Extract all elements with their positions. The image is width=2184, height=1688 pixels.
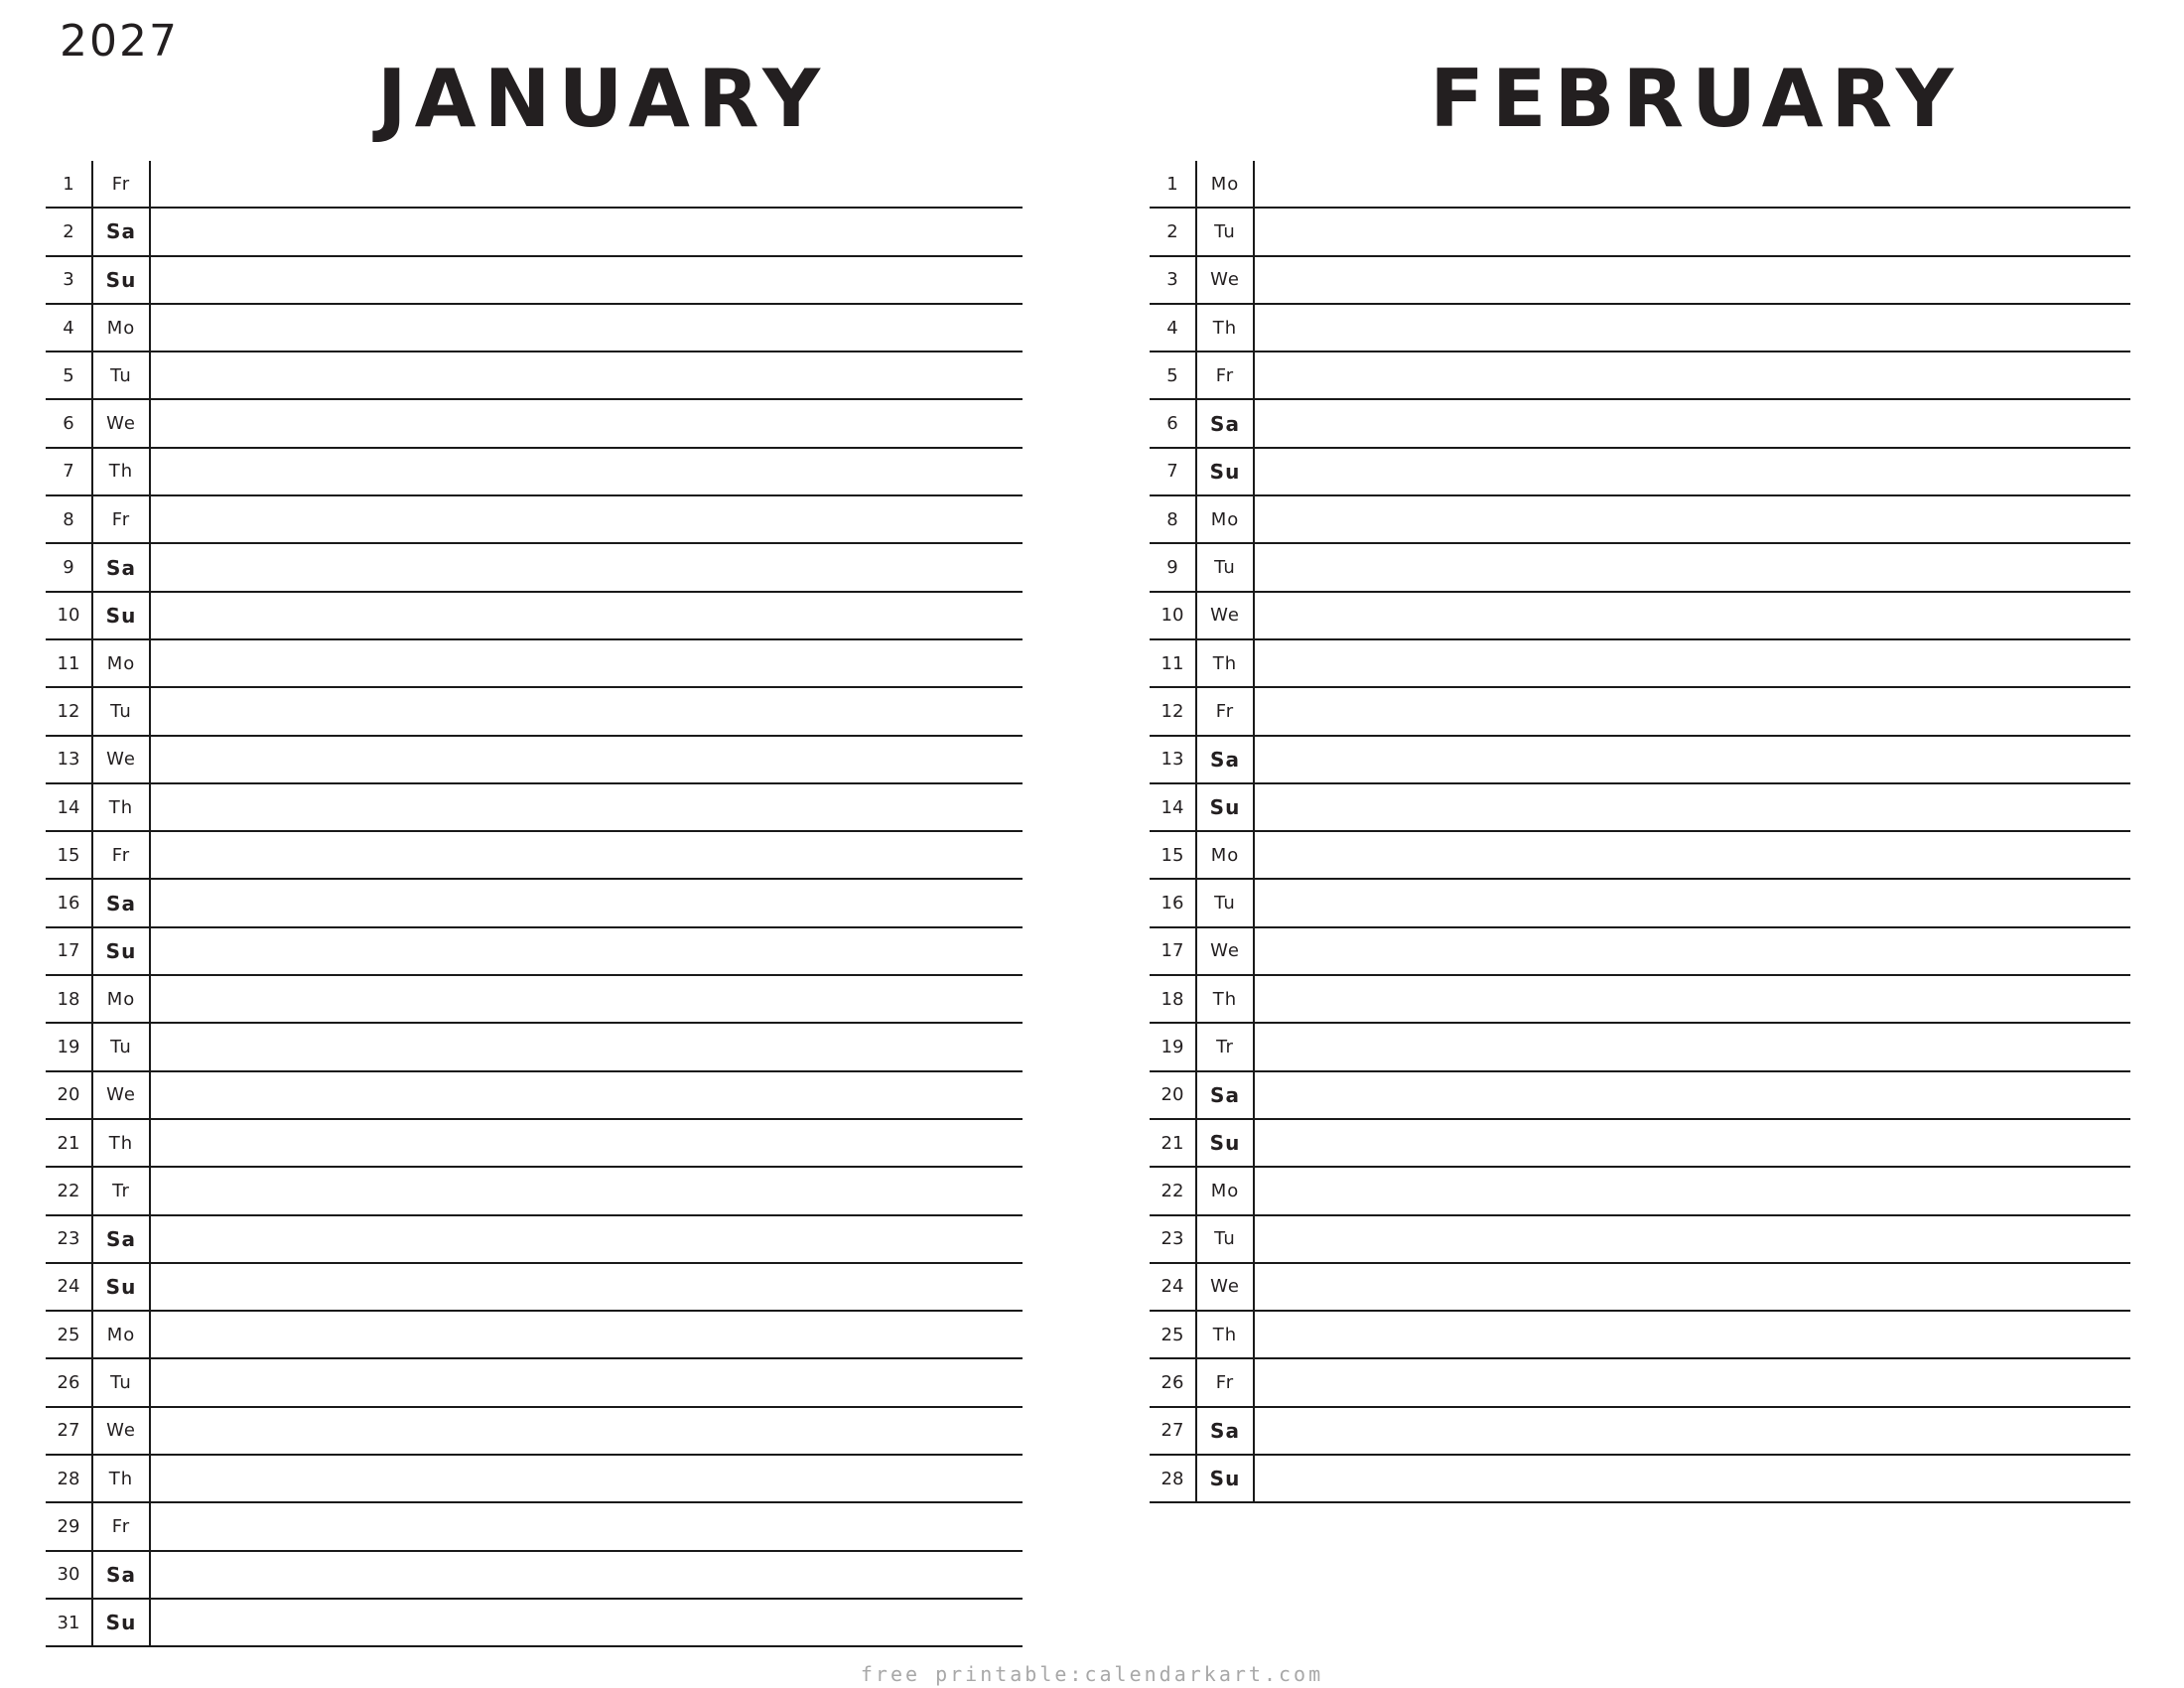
day-notes-area[interactable]	[151, 305, 1023, 351]
weekday-label: Tu	[1195, 1216, 1255, 1262]
january-planner	[46, 161, 1023, 1647]
day-row	[46, 209, 1023, 256]
day-notes-area[interactable]	[151, 976, 1023, 1022]
weekday-label: Su	[1195, 1456, 1255, 1501]
day-notes-area[interactable]	[1255, 305, 2130, 351]
day-row	[46, 1216, 1023, 1264]
weekday-label: Mo	[1195, 496, 1255, 542]
day-row	[1150, 209, 2130, 256]
day-row	[46, 1024, 1023, 1071]
weekday-label: Mo	[91, 1312, 151, 1357]
weekday-label: Su	[91, 1600, 151, 1645]
day-number: 6	[63, 413, 74, 435]
day-number: 7	[1166, 461, 1178, 483]
day-notes-area[interactable]	[151, 1264, 1023, 1310]
weekday-label: Th	[91, 784, 151, 830]
day-notes-area[interactable]	[151, 1024, 1023, 1069]
weekday-label: Fr	[1195, 688, 1255, 734]
day-number: 12	[1160, 700, 1184, 722]
weekday-label: Fr	[91, 161, 151, 207]
day-number: 21	[57, 1132, 80, 1154]
day-number: 15	[1160, 844, 1184, 866]
day-number: 22	[1160, 1180, 1184, 1201]
day-notes-area[interactable]	[151, 1408, 1023, 1454]
day-number: 21	[1160, 1132, 1184, 1154]
day-number: 16	[1160, 893, 1184, 914]
weekday-label: Tu	[1195, 544, 1255, 590]
weekday-label: We	[91, 400, 151, 446]
day-row	[46, 1408, 1023, 1456]
day-number: 14	[57, 796, 80, 818]
weekday-label: Sa	[91, 209, 151, 254]
day-notes-area[interactable]	[1255, 161, 2130, 207]
day-notes-area[interactable]	[1255, 1024, 2130, 1069]
day-row	[46, 1120, 1023, 1168]
day-number: 26	[1160, 1372, 1184, 1394]
day-number: 3	[1166, 269, 1178, 291]
day-number: 7	[63, 461, 74, 483]
day-notes-area[interactable]	[1255, 1120, 2130, 1166]
day-row	[1150, 352, 2130, 400]
day-number: 11	[1160, 652, 1184, 674]
day-number: 16	[57, 893, 80, 914]
day-notes-area[interactable]	[1255, 544, 2130, 590]
day-number: 2	[63, 220, 74, 242]
day-number: 25	[1160, 1324, 1184, 1345]
weekday-label: Mo	[91, 640, 151, 686]
day-number: 9	[63, 557, 74, 579]
day-row	[46, 1503, 1023, 1551]
weekday-label: Th	[91, 1120, 151, 1166]
day-row	[1150, 257, 2130, 305]
weekday-label: Th	[1195, 640, 1255, 686]
day-number: 20	[1160, 1084, 1184, 1106]
day-number: 18	[1160, 988, 1184, 1010]
day-notes-area[interactable]	[1255, 1408, 2130, 1454]
day-row	[1150, 1168, 2130, 1215]
day-number: 8	[63, 508, 74, 530]
weekday-label: Th	[91, 1456, 151, 1501]
weekday-label: Sa	[1195, 1408, 1255, 1454]
day-number: 2	[1166, 220, 1178, 242]
day-notes-area[interactable]	[151, 449, 1023, 494]
day-number: 13	[57, 749, 80, 771]
day-notes-area[interactable]	[151, 1600, 1023, 1645]
weekday-label: Fr	[1195, 352, 1255, 398]
day-row	[1150, 928, 2130, 976]
day-row	[1150, 1312, 2130, 1359]
day-row	[46, 784, 1023, 832]
weekday-label: Sa	[1195, 737, 1255, 782]
weekday-label: Su	[1195, 449, 1255, 494]
day-notes-area[interactable]	[151, 544, 1023, 590]
weekday-label: Fr	[1195, 1359, 1255, 1405]
day-number: 4	[1166, 317, 1178, 339]
day-notes-area[interactable]	[151, 737, 1023, 782]
day-row	[46, 688, 1023, 736]
day-row	[46, 976, 1023, 1024]
weekday-label: We	[1195, 593, 1255, 638]
day-row	[1150, 737, 2130, 784]
day-row	[46, 257, 1023, 305]
february-title: FEBRUARY	[1430, 53, 1962, 145]
day-number: 23	[1160, 1228, 1184, 1250]
weekday-label: We	[1195, 1264, 1255, 1310]
day-number: 19	[57, 1036, 80, 1057]
day-notes-area[interactable]	[1255, 976, 2130, 1022]
day-notes-area[interactable]	[151, 1168, 1023, 1213]
day-row	[46, 1456, 1023, 1503]
weekday-label: Tu	[91, 352, 151, 398]
day-number: 17	[57, 940, 80, 962]
day-notes-area[interactable]	[151, 1072, 1023, 1118]
day-number: 26	[57, 1372, 80, 1394]
weekday-label: We	[91, 737, 151, 782]
day-notes-area[interactable]	[1255, 1359, 2130, 1405]
weekday-label: Tu	[91, 1024, 151, 1069]
day-notes-area[interactable]	[1255, 209, 2130, 254]
day-notes-area[interactable]	[151, 1456, 1023, 1501]
day-number: 12	[57, 700, 80, 722]
day-row	[46, 737, 1023, 784]
day-row	[1150, 400, 2130, 448]
day-row	[46, 928, 1023, 976]
day-row	[46, 352, 1023, 400]
day-row	[46, 305, 1023, 352]
day-row	[1150, 976, 2130, 1024]
day-row	[1150, 784, 2130, 832]
day-row	[1150, 1408, 2130, 1456]
day-row	[1150, 593, 2130, 640]
day-notes-area[interactable]	[1255, 1072, 2130, 1118]
day-number: 1	[63, 173, 74, 195]
day-notes-area[interactable]	[1255, 449, 2130, 494]
day-row	[46, 400, 1023, 448]
day-number: 10	[1160, 605, 1184, 627]
day-row	[46, 1312, 1023, 1359]
year-label: 2027	[60, 16, 179, 67]
january-title: JANUARY	[376, 53, 829, 145]
day-number: 11	[57, 652, 80, 674]
day-notes-area[interactable]	[151, 1359, 1023, 1405]
weekday-label: Th	[91, 449, 151, 494]
day-notes-area[interactable]	[1255, 352, 2130, 398]
weekday-label: We	[91, 1408, 151, 1454]
day-number: 25	[57, 1324, 80, 1345]
day-row	[1150, 305, 2130, 352]
day-notes-area[interactable]	[1255, 257, 2130, 303]
weekday-label: Th	[1195, 976, 1255, 1022]
day-row	[1150, 1359, 2130, 1407]
day-row	[1150, 880, 2130, 927]
day-notes-area[interactable]	[1255, 496, 2130, 542]
day-notes-area[interactable]	[1255, 880, 2130, 925]
day-notes-area[interactable]	[151, 640, 1023, 686]
day-row	[1150, 832, 2130, 880]
day-number: 24	[57, 1276, 80, 1298]
day-notes-area[interactable]	[151, 1503, 1023, 1549]
february-planner	[1150, 161, 2130, 1503]
day-row	[46, 880, 1023, 927]
day-notes-area[interactable]	[151, 257, 1023, 303]
day-number: 22	[57, 1180, 80, 1201]
weekday-label: Sa	[1195, 1072, 1255, 1118]
day-row	[1150, 1264, 2130, 1312]
weekday-label: Tr	[91, 1168, 151, 1213]
day-number: 20	[57, 1084, 80, 1106]
day-notes-area[interactable]	[151, 928, 1023, 974]
weekday-label: Tu	[91, 688, 151, 734]
weekday-label: Mo	[1195, 161, 1255, 207]
weekday-label: Mo	[1195, 1168, 1255, 1213]
day-row	[1150, 496, 2130, 544]
day-notes-area[interactable]	[151, 400, 1023, 446]
day-notes-area[interactable]	[1255, 1168, 2130, 1213]
day-notes-area[interactable]	[151, 161, 1023, 207]
day-number: 8	[1166, 508, 1178, 530]
day-number: 5	[63, 364, 74, 386]
day-row	[46, 544, 1023, 592]
day-notes-area[interactable]	[151, 593, 1023, 638]
day-number: 28	[57, 1468, 80, 1489]
weekday-label: Su	[1195, 784, 1255, 830]
day-number: 31	[57, 1612, 80, 1633]
day-notes-area[interactable]	[1255, 640, 2130, 686]
weekday-label: Su	[1195, 1120, 1255, 1166]
weekday-label: Sa	[91, 1216, 151, 1262]
weekday-label: Fr	[91, 832, 151, 878]
day-number: 10	[57, 605, 80, 627]
day-row	[46, 1072, 1023, 1120]
day-notes-area[interactable]	[151, 209, 1023, 254]
day-row	[46, 640, 1023, 688]
day-notes-area[interactable]	[151, 1120, 1023, 1166]
weekday-label: Su	[91, 593, 151, 638]
day-notes-area[interactable]	[1255, 1216, 2130, 1262]
weekday-label: Tu	[1195, 880, 1255, 925]
day-notes-area[interactable]	[1255, 737, 2130, 782]
day-row	[1150, 1072, 2130, 1120]
day-row	[46, 1600, 1023, 1647]
day-notes-area[interactable]	[1255, 1456, 2130, 1501]
weekday-label: Sa	[91, 880, 151, 925]
day-number: 28	[1160, 1468, 1184, 1489]
day-notes-area[interactable]	[151, 832, 1023, 878]
weekday-label: Sa	[91, 544, 151, 590]
weekday-label: Su	[91, 257, 151, 303]
day-row	[1150, 1216, 2130, 1264]
day-number: 13	[1160, 749, 1184, 771]
day-number: 27	[57, 1420, 80, 1442]
day-notes-area[interactable]	[151, 784, 1023, 830]
day-notes-area[interactable]	[151, 880, 1023, 925]
day-number: 3	[63, 269, 74, 291]
day-notes-area[interactable]	[151, 688, 1023, 734]
weekday-label: Sa	[91, 1552, 151, 1598]
day-notes-area[interactable]	[1255, 593, 2130, 638]
day-row	[1150, 544, 2130, 592]
weekday-label: Th	[1195, 1312, 1255, 1357]
day-row	[1150, 640, 2130, 688]
day-number: 4	[63, 317, 74, 339]
day-number: 29	[57, 1515, 80, 1537]
day-number: 18	[57, 988, 80, 1010]
day-number: 15	[57, 844, 80, 866]
day-number: 9	[1166, 557, 1178, 579]
day-notes-area[interactable]	[151, 1216, 1023, 1262]
day-notes-area[interactable]	[1255, 1312, 2130, 1357]
day-row	[46, 1264, 1023, 1312]
day-row	[46, 1552, 1023, 1600]
day-number: 19	[1160, 1036, 1184, 1057]
footer-credit: free printable:calendarkart.com	[860, 1662, 1324, 1686]
weekday-label: Th	[1195, 305, 1255, 351]
day-number: 5	[1166, 364, 1178, 386]
weekday-label: Tr	[1195, 1024, 1255, 1069]
day-row	[1150, 1024, 2130, 1071]
day-notes-area[interactable]	[151, 1312, 1023, 1357]
weekday-label: Mo	[91, 976, 151, 1022]
day-number: 1	[1166, 173, 1178, 195]
day-row	[1150, 449, 2130, 496]
day-number: 27	[1160, 1420, 1184, 1442]
day-number: 17	[1160, 940, 1184, 962]
weekday-label: We	[1195, 928, 1255, 974]
day-row	[46, 1168, 1023, 1215]
weekday-label: Tu	[1195, 209, 1255, 254]
day-row	[1150, 1456, 2130, 1503]
day-row	[1150, 688, 2130, 736]
weekday-label: Su	[91, 928, 151, 974]
day-notes-area[interactable]	[1255, 784, 2130, 830]
weekday-label: We	[1195, 257, 1255, 303]
weekday-label: We	[91, 1072, 151, 1118]
weekday-label: Fr	[91, 1503, 151, 1549]
weekday-label: Tu	[91, 1359, 151, 1405]
weekday-label: Mo	[1195, 832, 1255, 878]
day-notes-area[interactable]	[1255, 688, 2130, 734]
day-notes-area[interactable]	[151, 1552, 1023, 1598]
weekday-label: Fr	[91, 496, 151, 542]
day-row	[46, 1359, 1023, 1407]
day-number: 24	[1160, 1276, 1184, 1298]
weekday-label: Sa	[1195, 400, 1255, 446]
day-number: 23	[57, 1228, 80, 1250]
day-row	[46, 832, 1023, 880]
day-row	[1150, 1120, 2130, 1168]
day-row	[1150, 161, 2130, 209]
day-row	[46, 593, 1023, 640]
day-notes-area[interactable]	[1255, 928, 2130, 974]
day-notes-area[interactable]	[1255, 832, 2130, 878]
day-number: 30	[57, 1564, 80, 1586]
day-notes-area[interactable]	[1255, 1264, 2130, 1310]
day-notes-area[interactable]	[1255, 400, 2130, 446]
day-number: 6	[1166, 413, 1178, 435]
day-notes-area[interactable]	[151, 496, 1023, 542]
day-row	[46, 161, 1023, 209]
day-number: 14	[1160, 796, 1184, 818]
day-row	[46, 449, 1023, 496]
weekday-label: Su	[91, 1264, 151, 1310]
weekday-label: Mo	[91, 305, 151, 351]
day-row	[46, 496, 1023, 544]
day-notes-area[interactable]	[151, 352, 1023, 398]
